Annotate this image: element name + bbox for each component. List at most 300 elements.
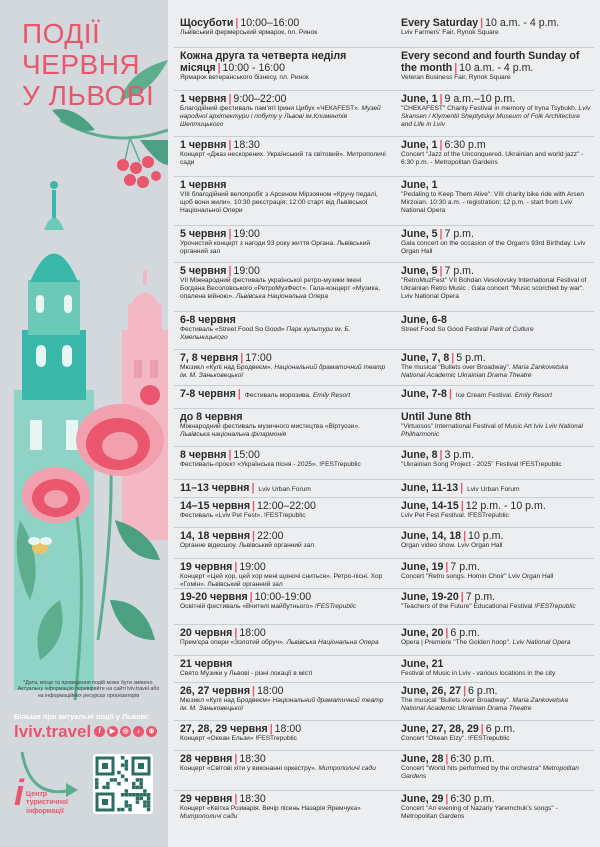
event-venue: Maria Zankovetska National Academic Ukrainian Drama Theatre — [401, 364, 569, 379]
event-venue: !FESTrepublic — [314, 603, 357, 610]
event-description-text: Прем'єра опери «Золотий обруч». — [180, 639, 285, 646]
event-entry — [180, 658, 387, 678]
event-description — [180, 461, 387, 469]
event-date-line — [401, 482, 591, 496]
disclaimer-note: *Дата, місце та проведення подій може бути змінено. Актуальну інформацію перевіряйте на сайті lviv.travel або на інформаційних ресурсах організаторів — [17, 680, 160, 699]
event-date-line — [180, 228, 387, 240]
event-date: June, 26, 27 — [401, 685, 462, 697]
row-divider — [174, 90, 594, 91]
event-time: 6 p.m. — [468, 685, 498, 697]
separator: | — [217, 62, 221, 74]
event-entry — [180, 265, 387, 301]
event-venue: Emily Resort — [514, 392, 553, 399]
event-date-line — [180, 591, 387, 603]
event-date: June, 7, 8 — [401, 352, 450, 364]
row-divider — [174, 750, 594, 751]
event-description-text: VIII благодійний велопробіг з Арсеном Мірзояном «Кручу педалі, щоб вони жили». 10:30 реєстрація; 12:00 старт від Львівської Національної Опери — [180, 191, 378, 214]
separator: | — [460, 591, 464, 603]
separator: | — [252, 500, 255, 512]
event-date-line — [401, 500, 591, 512]
event-description — [180, 151, 387, 167]
separator: | — [439, 449, 443, 461]
event-time: 9:00–22:00 — [233, 93, 287, 105]
event-description — [401, 277, 591, 301]
youtube-icon[interactable]: ▶ — [107, 726, 118, 737]
event-date-line — [180, 411, 387, 423]
event-description-text: Мюзикл «Кулі над Бродвеєм» — [180, 697, 271, 704]
event-date: June, 29 — [401, 793, 444, 805]
event-date: 14, 18 червня — [180, 530, 251, 542]
event-description-text: Lviv Pet Fest Festival. !FESTrepublic — [401, 512, 509, 519]
event-description-text: Concert "World hits performed by the orchestra" — [401, 765, 541, 772]
event-date: 7-8 червня — [180, 388, 236, 400]
event-time: 10 p.m. — [468, 530, 504, 542]
separator: | — [240, 352, 244, 364]
row-divider — [174, 262, 594, 263]
event-entry — [401, 139, 591, 167]
event-description — [401, 240, 591, 256]
event-description-text: Organ video show. Lviv Organ Hall — [401, 542, 503, 549]
event-description — [401, 603, 591, 611]
event-date-line — [401, 591, 591, 603]
event-description-text: Opera | Premiere "The Golden hoop". — [401, 639, 511, 646]
event-entry — [180, 179, 387, 215]
row-divider — [174, 479, 594, 480]
row-divider — [174, 624, 594, 625]
event-date: June, 6-8 — [401, 314, 447, 326]
poster-title — [22, 18, 162, 111]
event-description — [180, 670, 387, 678]
event-description — [180, 765, 387, 773]
event-date-line — [180, 17, 387, 29]
event-time: 10:00-19:00 — [254, 591, 312, 603]
event-time: 10:00 - 16:00 — [222, 62, 285, 74]
event-date-line — [401, 793, 591, 805]
separator: | — [234, 627, 238, 639]
separator: | — [451, 352, 455, 364]
separator: | — [445, 627, 449, 639]
separator: | — [251, 482, 255, 494]
event-venue: Lviv Skansen / Klymentii Sheptytskyi Museum of Folk Architecture and Life in Lviv — [401, 105, 591, 128]
event-description — [401, 461, 591, 469]
facebook-icon[interactable]: f — [94, 726, 105, 737]
event-date: June, 1 — [401, 93, 438, 105]
event-description-text: Львівський фермерський ярмарок, пл. Ринок — [180, 29, 318, 36]
event-date: June, 1 — [401, 139, 438, 151]
event-entry — [180, 411, 387, 439]
event-date: 6-8 червня — [180, 314, 236, 326]
event-description-text: Фестиваль-проєкт «Українська пісня - 2025». !FESTrepublic — [180, 461, 361, 468]
social-icons — [94, 726, 157, 737]
tiktok-icon[interactable]: ♪ — [133, 726, 144, 737]
event-description — [180, 639, 387, 647]
event-description — [401, 765, 591, 781]
event-date: Until June 8th — [401, 411, 472, 423]
separator: | — [269, 723, 273, 735]
event-date-line — [180, 753, 387, 765]
event-date: June, 27, 28, 29 — [401, 723, 479, 735]
event-description-text: Concert "Okean Elzy". !FESTrepublic — [401, 735, 510, 742]
separator: | — [234, 561, 238, 573]
event-time: 18:30 — [239, 793, 266, 805]
event-entry — [180, 685, 387, 713]
event-description — [401, 512, 591, 520]
row-divider — [174, 136, 594, 137]
separator: | — [234, 793, 238, 805]
event-time: 7 p.m. — [444, 265, 474, 277]
event-time: 6:30 p.m. — [450, 793, 495, 805]
event-description-text: Фестиваль «Street Food So Good» — [180, 326, 285, 333]
event-venue: Park of Culture — [489, 326, 534, 333]
event-description: Ice Cream Festival. — [455, 392, 513, 399]
event-description-text: "Ukrainian Song Project - 2025" Festival !FESTrepublic — [401, 461, 562, 468]
separator: | — [228, 265, 232, 277]
title-line: ЧЕРВНЯ — [22, 49, 141, 80]
row-divider — [174, 558, 594, 559]
event-date-line — [401, 93, 591, 105]
event-description — [180, 240, 387, 256]
event-entry — [401, 500, 591, 520]
separator: | — [460, 482, 464, 494]
event-date: June, 19 — [401, 561, 444, 573]
event-date: 19 червня — [180, 561, 233, 573]
event-time: 10:00–16:00 — [240, 17, 300, 29]
tourist-center-text — [14, 791, 68, 816]
row-divider — [174, 408, 594, 409]
event-date-line — [180, 179, 387, 191]
separator: | — [237, 388, 241, 400]
event-description — [180, 542, 387, 550]
separator: | — [480, 17, 484, 29]
event-date: June, 19-20 — [401, 591, 459, 603]
event-date-line — [401, 411, 591, 423]
event-description — [180, 512, 387, 520]
event-description-text: "RetroMuzFest" VII Bohdan Vesolovsky International Festival of Ukrainian Retro Music . Gala concert "Music scorched by war". Lviv National Opera — [401, 277, 587, 300]
row-divider — [174, 527, 594, 528]
event-date: June, 14-15 — [401, 500, 459, 512]
event-date-line — [180, 685, 387, 697]
event-description — [401, 639, 591, 647]
event-time: 18:30 — [239, 753, 266, 765]
event-description-text: "Teachers of the Future" Educational Festival — [401, 603, 533, 610]
event-date-line — [180, 50, 387, 74]
event-description-text: Освітній фестиваль «Вчителі майбутнього» — [180, 603, 314, 610]
event-entry — [401, 753, 591, 781]
event-description — [401, 105, 591, 129]
event-description — [401, 74, 591, 82]
title-line: ПОДІЇ — [22, 18, 101, 49]
event-entry — [401, 17, 591, 37]
event-date-line — [180, 388, 387, 402]
event-time: 9 a.m.–10 p.m. — [444, 93, 516, 105]
event-time: 3 p.m. — [444, 449, 474, 461]
event-date: 20 червня — [180, 627, 233, 639]
event-venue: Національний драматичний театр ім. М. Заньковецької — [180, 364, 386, 379]
event-time: 19:00 — [239, 561, 266, 573]
event-description-text: Благодійний фестиваль пам'яті Ірини Цибух «ЧЕКАFEST». — [180, 105, 360, 112]
event-entry — [401, 591, 591, 611]
event-description-text: Ярмарок ветеранського бізнесу, пл. Ринок — [180, 74, 309, 81]
event-date: June, 5 — [401, 265, 438, 277]
event-time: 18:00 — [274, 723, 302, 735]
event-entry — [180, 314, 387, 342]
event-description-text: The musical "Bullets over Broadway". — [401, 697, 511, 704]
separator: | — [463, 530, 467, 542]
event-date-line — [401, 17, 591, 29]
event-time: 12:00–22:00 — [256, 500, 316, 512]
event-venue: Emily Resort — [312, 392, 351, 399]
event-date-line — [180, 265, 387, 277]
event-entry — [401, 627, 591, 647]
event-entry — [180, 753, 387, 773]
title-line: У ЛЬВОВІ — [22, 80, 155, 111]
event-description-text: Lviv Farmers' Fair, Rynok Square — [401, 29, 499, 36]
event-date: Щосуботи — [180, 17, 234, 29]
event-entry — [180, 139, 387, 167]
event-date-line — [401, 228, 591, 240]
event-time: 19:00 — [233, 265, 260, 277]
event-description: Lviv Urban Forum — [467, 486, 520, 493]
event-entry — [180, 561, 387, 589]
event-date-line — [401, 139, 591, 151]
event-description-text: Концерт «Квітка Розмарія. Вечір пісень Назарія Яремчука» — [180, 805, 361, 812]
row-divider — [174, 790, 594, 791]
event-description — [180, 423, 387, 439]
event-description-text: Концерт «Океан Ельзи» !FESTrepublic — [180, 735, 297, 742]
event-time: 22:00 — [256, 530, 284, 542]
separator: | — [252, 685, 255, 697]
event-description-text: "Pedaling to Keep Them Alive": VIII charity bike ride with Arsen Mirzoian. 10:30 a.m. - registration; 12 p.m. - start from Lviv National Opera — [401, 191, 585, 214]
separator: | — [439, 228, 443, 240]
event-venue: Львівська національна філармонія — [180, 430, 287, 438]
event-description — [401, 573, 591, 581]
event-date-line — [180, 658, 387, 670]
event-date-line — [180, 627, 387, 639]
event-description — [180, 326, 387, 342]
event-entry — [180, 723, 387, 743]
event-date: 8 червня — [180, 449, 227, 461]
event-description — [180, 364, 387, 380]
event-date-line — [180, 352, 387, 364]
event-date: 1 червня — [180, 93, 227, 105]
event-venue: Maria Zankovetska National Academic Ukrainian Drama Theatre — [401, 697, 569, 712]
event-date: Every Saturday — [401, 17, 479, 29]
separator: | — [480, 723, 484, 735]
event-description-text: Gala concert on the occasion of the Organ's 93rd Birthday. Lviv Organ Hall — [401, 240, 586, 255]
row-divider — [174, 176, 594, 177]
event-venue: Музей народної архітектури і побуту у Львові ім.Климентія Шептицького — [180, 105, 381, 128]
event-entry — [180, 627, 387, 647]
row-divider — [174, 720, 594, 721]
event-venue: Metropolitan Gardens — [401, 765, 579, 780]
row-divider — [174, 385, 594, 386]
separator: | — [439, 93, 443, 105]
event-date-line — [180, 723, 387, 735]
qr-code[interactable] — [93, 754, 153, 814]
separator: | — [463, 685, 467, 697]
event-date: June, 28 — [401, 753, 444, 765]
event-date-line — [401, 627, 591, 639]
event-time: 19:00 — [233, 228, 260, 240]
event-entry — [180, 93, 387, 129]
event-date-line — [401, 449, 591, 461]
event-date-line — [180, 93, 387, 105]
tourist-center-line: туристичної — [26, 799, 69, 807]
separator: | — [228, 139, 232, 151]
event-description: Фестиваль морозива. — [244, 392, 311, 399]
event-date-line — [180, 482, 387, 496]
event-time: 10 a.m. - 4 p.m. — [459, 62, 534, 74]
event-description-text: Концерт «Цей хор, цей хор мені щоночі сниться». Ретро-пісні. Хор «Гомін». Львівський органний зал — [180, 573, 383, 588]
separator: | — [235, 17, 239, 29]
event-venue: Національний драматичний театр ім. М. Заньковецької — [180, 697, 384, 712]
event-description-text: Veteran Business Fair, Rynok Square — [401, 74, 511, 81]
event-entry — [180, 482, 387, 496]
event-entry — [401, 658, 591, 678]
event-date-line — [180, 314, 387, 326]
event-description — [180, 805, 387, 821]
event-time: 18:00 — [256, 685, 284, 697]
event-description — [180, 105, 387, 129]
event-time: 10 a.m. - 4 p.m. — [485, 17, 560, 29]
event-description-text: Street Food So Good Festival — [401, 326, 488, 333]
event-date: 7, 8 червня — [180, 352, 239, 364]
event-entry — [401, 314, 591, 334]
event-entry — [401, 449, 591, 469]
event-date: June, 14, 18 — [401, 530, 462, 542]
event-date-line — [401, 723, 591, 735]
event-venue: Lviv National Philharmonic — [401, 423, 583, 438]
event-entry — [180, 500, 387, 520]
event-description-text: VII Міжнародний фестиваль української ретро-музики імені Богдана Весоловського «РетроМузФест». Гала-концерт «Музика, опалена війною». — [180, 277, 380, 300]
event-description — [180, 603, 387, 611]
separator: | — [445, 793, 449, 805]
separator: | — [249, 591, 253, 603]
event-date-line — [401, 352, 591, 364]
event-time: 6:30 p.m — [444, 139, 486, 151]
event-description — [401, 423, 591, 439]
event-date: June, 8 — [401, 449, 438, 461]
separator: | — [439, 139, 443, 151]
event-entry — [401, 93, 591, 129]
event-date: Every second and fourth Sunday of the month — [401, 50, 580, 74]
event-time: 7 p.m. — [444, 228, 474, 240]
event-date-line — [401, 753, 591, 765]
event-entry — [401, 50, 591, 82]
separator: | — [228, 449, 232, 461]
event-time: 6 p.m. — [485, 723, 516, 735]
event-date-line — [401, 265, 591, 277]
event-entry — [401, 388, 591, 402]
event-date-line — [401, 561, 591, 573]
row-divider — [174, 225, 594, 226]
event-date: 1 червня — [180, 139, 227, 151]
event-description-text: Концерт «Джаз нескорених. Український та світовий». Митрополичі сади — [180, 151, 386, 166]
event-time: 18:00 — [239, 627, 266, 639]
event-entry — [180, 388, 387, 402]
tourist-center-line: інформації — [26, 807, 64, 815]
separator: | — [228, 228, 232, 240]
event-date: June, 5 — [401, 228, 438, 240]
separator: | — [445, 753, 449, 765]
event-description — [401, 805, 591, 821]
event-entry — [180, 17, 387, 37]
event-entry — [401, 265, 591, 301]
event-date-line — [180, 500, 387, 512]
event-description — [401, 151, 591, 167]
event-description-text: Органне відеошоу. Львівський органний зал — [180, 542, 315, 549]
event-venue: !FESTrepublic — [534, 603, 576, 610]
event-date-line — [180, 139, 387, 151]
event-entry — [180, 50, 387, 82]
event-date-line — [401, 658, 591, 670]
event-date: June, 20 — [401, 627, 444, 639]
tourist-center-line: Центр — [26, 791, 48, 798]
event-date: 5 червня — [180, 265, 227, 277]
event-date: June, 11-13 — [401, 482, 459, 494]
event-date-line — [401, 179, 591, 191]
event-description-text: Concert "Retro songs. Homin Choir" Lviv Organ Hall — [401, 573, 554, 580]
event-entry — [401, 685, 591, 713]
event-description-text: The musical "Bullets over Broadway". — [401, 364, 511, 371]
event-date: 19-20 червня — [180, 591, 248, 603]
event-description — [180, 29, 387, 37]
event-description — [401, 735, 591, 743]
event-description-text: "CHEKAFEST" Charity Festival in memory of Iryna Tsybukh. — [401, 105, 577, 112]
event-entry — [180, 591, 387, 611]
event-description — [401, 29, 591, 37]
row-divider — [174, 47, 594, 48]
event-venue: Львівська Національна Опера — [286, 639, 379, 646]
event-entry — [180, 228, 387, 256]
event-date: 1 червня — [180, 179, 227, 191]
event-description — [180, 735, 387, 743]
event-description-text: Мюзикл «Кулі над Бродвеєм». — [180, 364, 273, 371]
event-description — [401, 364, 591, 380]
row-divider — [174, 682, 594, 683]
event-description-text: Фестиваль «Lviv Pet Fest». !FESTrepublic — [180, 512, 306, 519]
event-time: 6 p.m. — [450, 627, 480, 639]
event-date: 28 червня — [180, 753, 233, 765]
event-entry — [401, 723, 591, 743]
event-venue: Парк культури ім. Б. Хмельницького — [180, 326, 351, 341]
row-divider — [174, 655, 594, 656]
info-i-icon: i — [14, 772, 25, 813]
event-description — [401, 670, 591, 678]
left-panel — [0, 0, 168, 847]
event-description — [180, 74, 387, 82]
event-date: Кожна друга та четверта неділя місяця — [180, 50, 347, 74]
event-description-text: Concert "Jazz of the Unconquered. Ukrainian and world jazz" - 6:30 p.m. - Metropolitan Gardens — [401, 151, 584, 166]
event-time: 18:30 — [233, 139, 260, 151]
globe-icon[interactable]: ⊕ — [146, 726, 157, 737]
event-date: June, 1 — [401, 179, 438, 191]
event-entry — [401, 482, 591, 496]
event-time: 15:00 — [233, 449, 260, 461]
event-date: 26, 27 червня — [180, 685, 251, 697]
event-date: 29 червня — [180, 793, 233, 805]
event-date-line — [180, 449, 387, 461]
instagram-icon[interactable]: ◎ — [120, 726, 131, 737]
event-date-line — [180, 561, 387, 573]
event-time: 6:30 p.m. — [450, 753, 495, 765]
event-description — [401, 697, 591, 713]
site-link[interactable]: lviv.travel — [14, 722, 92, 741]
separator: | — [252, 530, 255, 542]
row-divider — [174, 446, 594, 447]
separator: | — [460, 500, 464, 512]
event-entry — [180, 530, 387, 550]
